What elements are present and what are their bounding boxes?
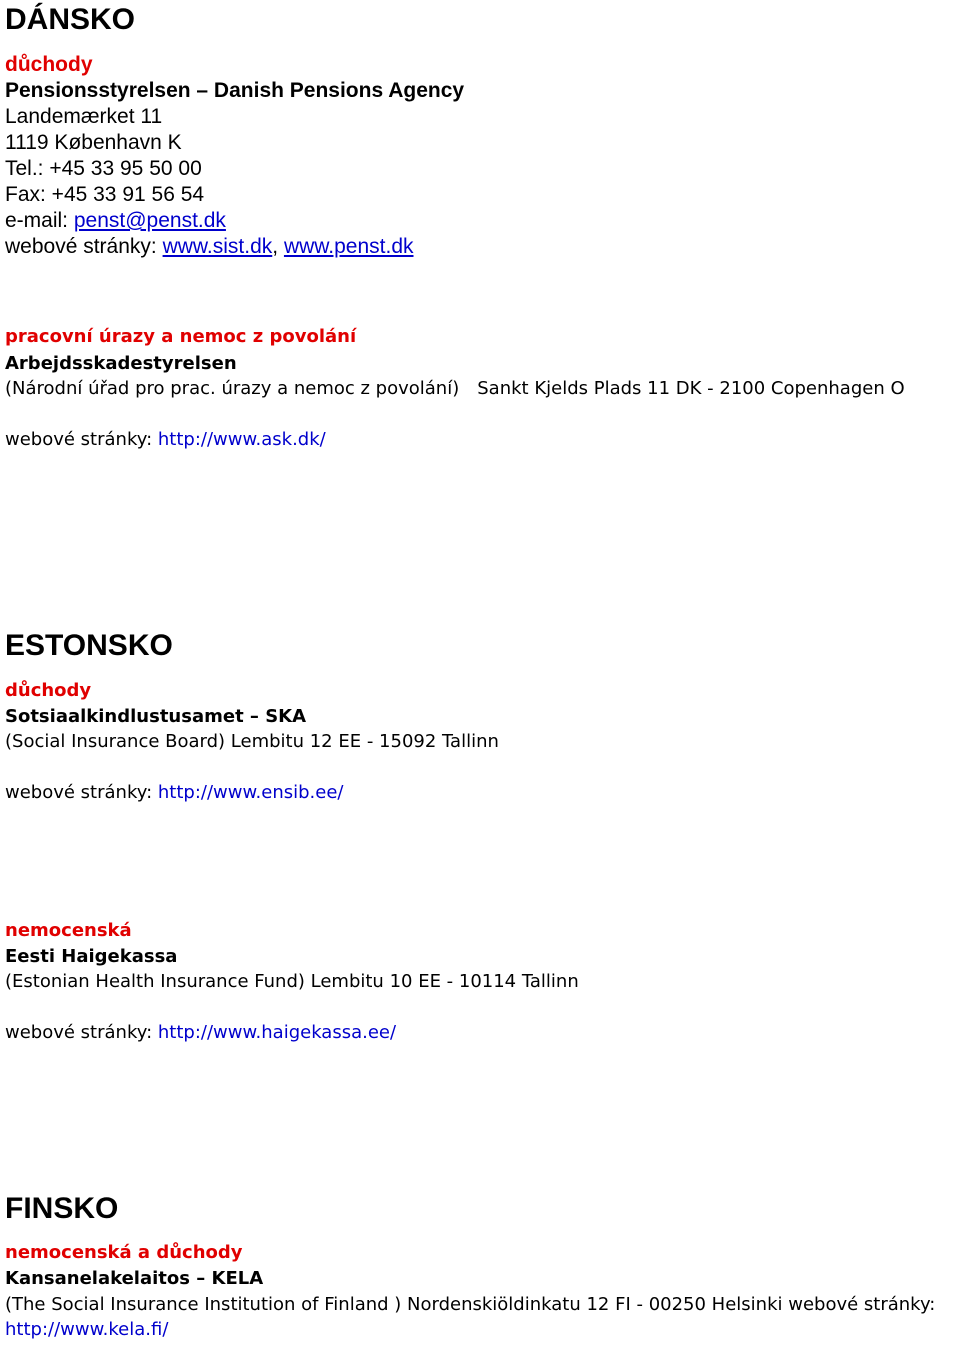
website-link-sist[interactable]: www.sist.dk	[162, 235, 273, 258]
email-line	[5, 210, 226, 231]
section-heading-pensions: důchody	[5, 680, 92, 701]
agency-description	[5, 380, 905, 398]
section-heading-injuries: pracovní úrazy a nemoc z povolání	[5, 326, 357, 347]
telephone: Tel.: +45 33 95 50 00	[5, 157, 202, 180]
section-heading-pensions: důchody	[5, 53, 93, 76]
email-label: e-mail:	[5, 209, 74, 232]
section-heading-sickness: nemocenská	[5, 920, 132, 941]
website-label: webové stránky:	[5, 1022, 158, 1043]
website-label: webové stránky:	[5, 782, 158, 803]
website-line	[5, 236, 414, 257]
country-heading-finland: FINSKO	[5, 1192, 119, 1225]
country-heading-denmark: DÁNSKO	[5, 3, 136, 36]
agency-name: Arbejdsskadestyrelsen	[5, 353, 237, 374]
city-address: 1119 København K	[5, 131, 182, 154]
agency-description-text: (Národní úřad pro prac. úrazy a nemoc z povolání)	[5, 378, 460, 399]
website-line	[5, 784, 343, 802]
website-label: webové stránky:	[5, 235, 163, 258]
agency-name: Sotsiaalkindlustusamet – SKA	[5, 706, 307, 727]
agency-description: (The Social Insurance Institution of Finland ) Nordenskiöldinkatu 12 FI - 00250 Helsinki webové stránky:	[5, 1294, 936, 1315]
agency-name: Eesti Haigekassa	[5, 946, 178, 967]
website-line	[5, 1321, 168, 1339]
website-separator: ,	[272, 235, 284, 258]
website-link[interactable]: http://www.ask.dk/	[157, 429, 326, 450]
website-link[interactable]: http://www.kela.fi/	[5, 1319, 169, 1340]
agency-name: Kansanelakelaitos – KELA	[5, 1268, 264, 1289]
street-address: Landemærket 11	[5, 105, 163, 128]
website-link-penst[interactable]: www.penst.dk	[283, 235, 414, 258]
website-link[interactable]: http://www.haigekassa.ee/	[157, 1022, 397, 1043]
fax: Fax: +45 33 91 56 54	[5, 183, 205, 206]
agency-address: Sankt Kjelds Plads 11 DK - 2100 Copenhagen O	[477, 378, 905, 399]
website-label: webové stránky:	[5, 429, 158, 450]
agency-description: (Social Insurance Board) Lembitu 12 EE - 15092 Tallinn	[5, 731, 499, 752]
email-link[interactable]: penst@penst.dk	[73, 209, 226, 232]
website-line	[5, 431, 326, 449]
agency-name: Pensionsstyrelsen – Danish Pensions Agency	[5, 79, 465, 102]
website-line	[5, 1024, 396, 1042]
website-link[interactable]: http://www.ensib.ee/	[157, 782, 344, 803]
section-heading-sickness-pensions: nemocenská a důchody	[5, 1242, 243, 1263]
country-heading-estonia: ESTONSKO	[5, 629, 173, 662]
agency-description: (Estonian Health Insurance Fund) Lembitu 10 EE - 10114 Tallinn	[5, 971, 579, 992]
